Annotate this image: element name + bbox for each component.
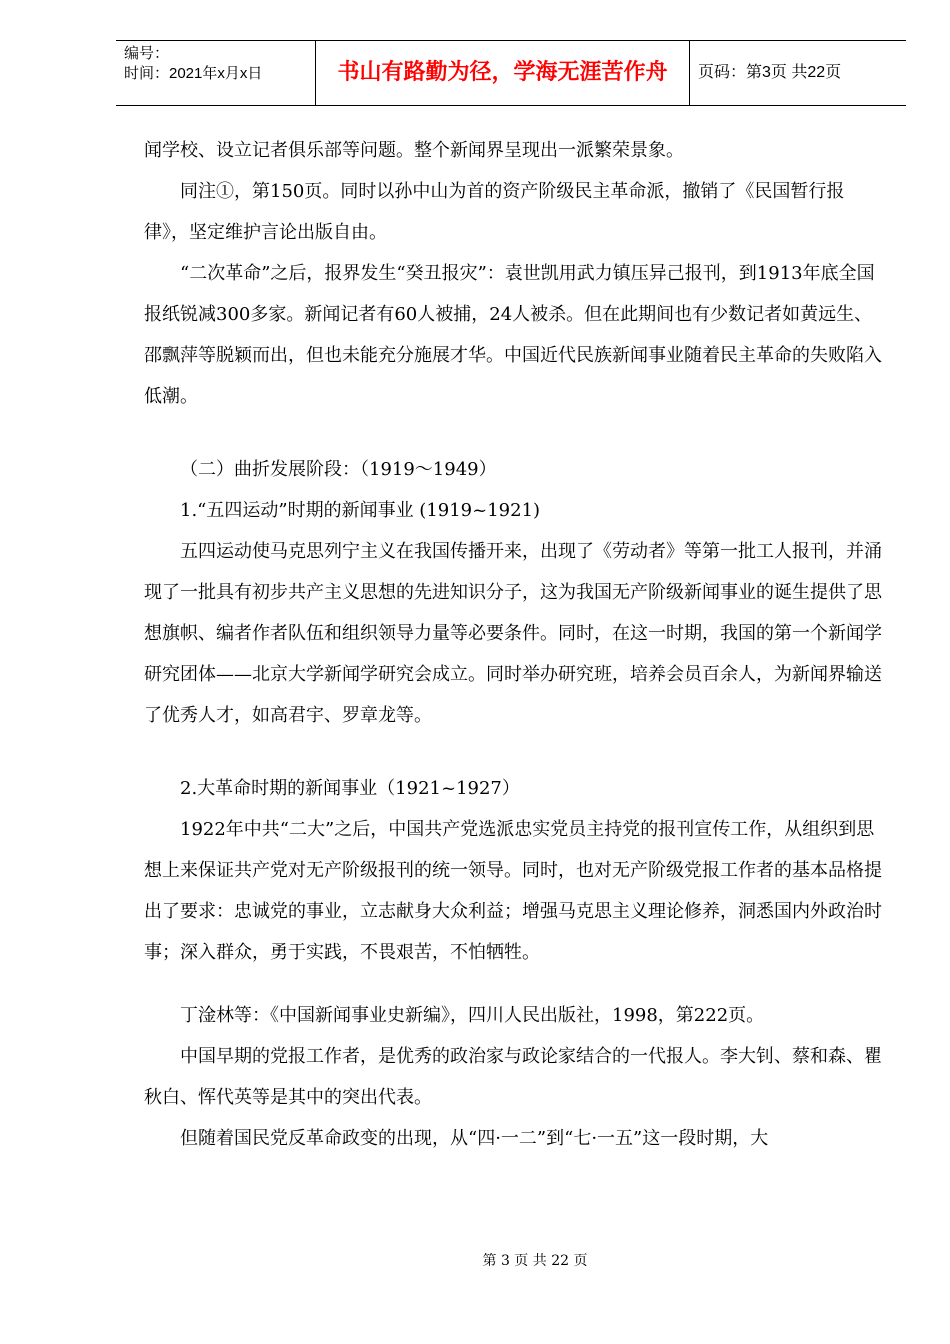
paragraph-footnote-ref: 同注①，第150页。同时以孙中山为首的资产阶级民主革命派，撤销了《民国暂行报律》，坚定维护言论出版自由。: [144, 181, 845, 243]
section-heading-stage-two: （二）曲折发展阶段：（1919～1949）: [180, 459, 497, 480]
document-body: [144, 130, 884, 1159]
paragraph-may-fourth: 五四运动使马克思列宁主义在我国传播开来，出现了《劳动者》等第一批工人报刊，并涌现了一批具有初步共产主义思想的先进知识分子，这为我国无产阶级新闻事业的诞生提供了思想旗帜、编者作者队伍和组织领导力量等必要条件。同时，在这一时期，我国的第一个新闻学研究团体——北京大学新闻学研究会成立。同时举办研究班，培养会员百余人，为新闻界输送了优秀人才，如高君宇、罗章龙等。: [144, 541, 882, 726]
subsection-heading-may-fourth: 1.“五四运动”时期的新闻事业 (1919~1921): [180, 500, 541, 521]
subsection-heading-great-revolution: 2.大革命时期的新闻事业（1921~1927）: [180, 778, 520, 799]
document-time-label: 时间：2021年x月x日: [124, 65, 263, 82]
paragraph-citation: 丁淦林等：《中国新闻事业史新编》，四川人民出版社，1998，第222页。: [180, 1005, 765, 1026]
header-motto: 书山有路勤为径，学海无涯苦作舟: [316, 41, 690, 105]
page-header: [116, 40, 906, 106]
paragraph-continuation: 闻学校、设立记者俱乐部等问题。整个新闻界呈现出一派繁荣景象。: [144, 140, 684, 161]
header-meta: [116, 41, 316, 105]
paragraph-early-journalists: 中国早期的党报工作者，是优秀的政治家与政论家结合的一代报人。李大钊、蔡和森、瞿秋白、恽代英等是其中的突出代表。: [144, 1046, 882, 1108]
paragraph-second-revolution: “二次革命”之后，报界发生“癸丑报灾”：袁世凯用武力镇压异己报刊，到1913年底全国报纸锐减300多家。新闻记者有60人被捕，24人被杀。但在此期间也有少数记者如黄远生、邵飘萍等脱颖而出，但也未能充分施展才华。中国近代民族新闻事业随着民主革命的失败陷入低潮。: [144, 263, 882, 407]
header-page-number: 页码：第3页 共22页: [698, 64, 842, 81]
document-number-label: 编号：: [124, 45, 170, 62]
page-footer: 第 3 页 共 22 页: [482, 1253, 588, 1269]
paragraph-counter-revolution: 但随着国民党反革命政变的出现，从“四·一二”到“七·一五”这一段时期，大: [180, 1128, 769, 1149]
paragraph-second-congress: 1922年中共“二大”之后，中国共产党选派忠实党员主持党的报刊宣传工作，从组织到思想上来保证共产党对无产阶级报刊的统一领导。同时，也对无产阶级党报工作者的基本品格提出了要求：忠诚党的事业，立志献身大众利益；增强马克思主义理论修养，洞悉国内外政治时事；深入群众，勇于实践，不畏艰苦，不怕牺牲。: [144, 819, 882, 963]
